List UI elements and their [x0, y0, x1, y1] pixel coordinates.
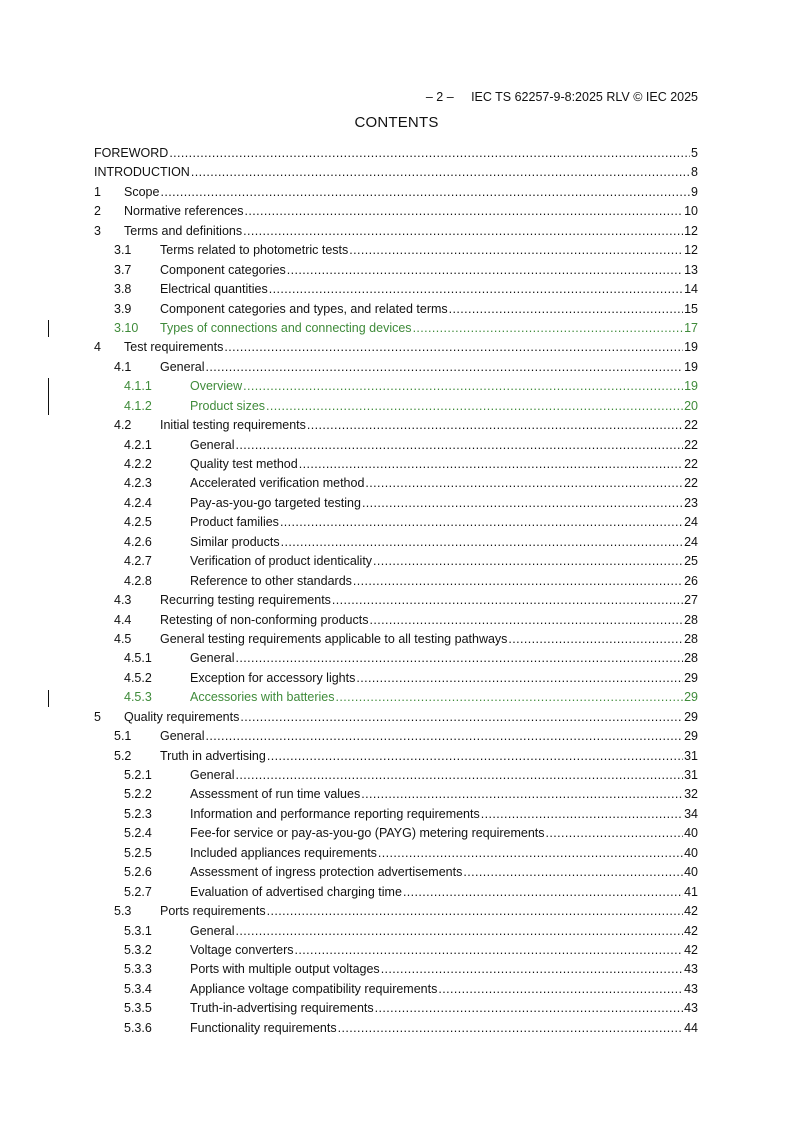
toc-entry[interactable] [94, 455, 698, 474]
toc-entry-title: Component categories [160, 262, 286, 277]
toc-entry-page: 13 [684, 262, 698, 277]
toc-entry-title: Product families [190, 515, 279, 530]
toc-entry-title: Included appliances requirements [190, 845, 377, 860]
toc-entry-title: Verification of product identicality [190, 554, 373, 569]
toc-entry-page: 24 [684, 515, 698, 530]
toc-entry-page: 24 [684, 534, 698, 549]
toc-leader-dots [243, 222, 683, 241]
toc-entry-number: 3.7 [114, 262, 132, 277]
toc-leader-dots [235, 922, 683, 941]
toc-entry-title: Overview [190, 379, 243, 394]
toc-leader-dots [240, 708, 683, 727]
page-title: CONTENTS [354, 114, 439, 131]
toc-entry-title: Initial testing requirements [160, 418, 306, 433]
toc-entry-page: 29 [684, 690, 698, 705]
toc-entry-page: 19 [684, 359, 698, 374]
toc-entry[interactable] [94, 591, 698, 610]
toc-entry-page: 31 [684, 768, 698, 782]
toc-entry[interactable] [94, 883, 698, 902]
toc-entry-page: 22 [684, 418, 698, 433]
toc-entry-title: FOREWORD [94, 146, 169, 160]
toc-entry[interactable] [94, 241, 698, 260]
toc-entry-page: 8 [691, 165, 698, 180]
toc-leader-dots [307, 416, 683, 435]
toc-leader-dots [373, 552, 683, 571]
toc-entry-number: 3.10 [114, 320, 139, 335]
toc-entry-number: 1 [94, 184, 101, 199]
toc-leader-dots [299, 455, 683, 474]
toc-leader-dots [349, 241, 683, 260]
toc-leader-dots [281, 533, 683, 552]
toc-entry-title: Electrical quantities [160, 282, 268, 297]
toc-leader-dots [378, 844, 683, 863]
toc-leader-dots [205, 358, 683, 377]
toc-entry[interactable] [94, 397, 698, 416]
toc-entry-title: Scope [124, 184, 160, 199]
document-identifier: IEC TS 62257-9-8:2025 RLV © IEC 2025 [471, 90, 698, 104]
toc-entry-number: 3.9 [114, 301, 132, 316]
toc-leader-dots [356, 669, 683, 688]
toc-entry-page: 19 [684, 340, 698, 355]
toc-entry-page: 44 [684, 1020, 698, 1035]
toc-leader-dots [449, 300, 683, 319]
toc-entry[interactable] [94, 436, 698, 455]
toc-entry-number: 5.3.6 [124, 1020, 152, 1035]
toc-entry-page: 41 [684, 884, 698, 899]
toc-entry-number: 5.2.6 [124, 865, 152, 880]
toc-entry-number: 5.3.1 [124, 923, 152, 938]
toc-entry[interactable] [94, 747, 698, 766]
toc-leader-dots [224, 338, 683, 357]
toc-leader-dots [336, 688, 684, 707]
toc-entry-page: 40 [684, 865, 698, 880]
toc-entry-number: 3.1 [114, 243, 132, 258]
toc-leader-dots [361, 785, 683, 804]
toc-leader-dots [280, 513, 683, 532]
toc-entry-page: 27 [684, 593, 698, 608]
toc-entry-number: 4.5.1 [124, 651, 152, 666]
toc-entry-page: 22 [684, 437, 698, 452]
toc-entry[interactable] [94, 960, 698, 979]
toc-entry-number: 5.2.2 [124, 787, 152, 802]
toc-entry-title: Terms related to photometric tests [160, 243, 349, 258]
toc-entry-title: Retesting of non-conforming products [160, 612, 369, 627]
toc-entry[interactable] [94, 202, 698, 221]
toc-entry-number: 4.4 [114, 612, 132, 627]
toc-entry[interactable] [94, 513, 698, 532]
toc-entry-page: 42 [684, 904, 698, 919]
toc-entry-number: 5.3.5 [124, 1001, 152, 1016]
toc-leader-dots [362, 494, 683, 513]
toc-entry-title: Ports requirements [160, 904, 266, 919]
toc-entry-number: 5.3 [114, 904, 132, 919]
toc-entry-title: Terms and definitions [124, 223, 243, 238]
toc-entry[interactable] [94, 377, 698, 396]
toc-entry-title: Assessment of ingress protection advertisements [190, 865, 463, 880]
toc-entry-number: 4.5.3 [124, 690, 152, 705]
toc-leader-dots [403, 883, 683, 902]
toc-entry-title: General testing requirements applicable to all testing pathways [160, 631, 508, 646]
page-number: – 2 – [425, 90, 454, 104]
toc-entry-page: 40 [684, 826, 698, 841]
toc-leader-dots [369, 611, 683, 630]
toc-entry[interactable] [94, 922, 698, 941]
toc-entry-page: 22 [684, 457, 698, 471]
toc-entry-title: INTRODUCTION [94, 165, 190, 180]
toc-entry-title: Accelerated verification method [190, 476, 365, 491]
toc-entry[interactable] [94, 1019, 698, 1038]
toc-entry-title: Fee-for service or pay-as-you-go (PAYG) metering requirements [190, 826, 545, 841]
toc-entry-title: Appliance voltage compatibility requirements [190, 981, 438, 996]
toc-entry-number: 5.1 [114, 729, 132, 744]
toc-entry-page: 34 [684, 806, 698, 821]
toc-entry-title: General [190, 768, 235, 782]
toc-entry-page: 28 [684, 612, 698, 627]
toc-leader-dots [191, 163, 690, 182]
toc-entry-page: 29 [684, 709, 698, 724]
toc-entry-page: 42 [684, 923, 698, 938]
toc-entry[interactable] [94, 708, 698, 727]
toc-entry[interactable] [94, 688, 698, 707]
toc-entry-number: 5.2 [114, 748, 132, 763]
toc-entry-page: 17 [684, 320, 698, 335]
toc-leader-dots [269, 280, 683, 299]
toc-entry-title: Voltage converters [190, 942, 294, 957]
toc-entry[interactable] [94, 844, 698, 863]
toc-leader-dots [245, 202, 684, 221]
toc-entry-page: 26 [684, 573, 698, 588]
toc-entry-title: General [160, 729, 205, 744]
revision-change-bar [48, 690, 49, 707]
toc-entry[interactable] [94, 805, 698, 824]
toc-entry-page: 43 [684, 1001, 698, 1016]
toc-entry-title: Accessories with batteries [190, 690, 335, 705]
toc-entry-title: Functionality requirements [190, 1020, 337, 1035]
toc-entry-title: Quality requirements [124, 709, 240, 724]
toc-entry-page: 28 [684, 631, 698, 646]
toc-entry-page: 22 [684, 476, 698, 491]
toc-entry-number: 4.1.2 [124, 398, 152, 413]
toc-entry-number: 4.2.6 [124, 534, 152, 549]
toc-entry[interactable] [94, 999, 698, 1018]
toc-entry-page: 31 [684, 748, 698, 763]
toc-entry[interactable] [94, 533, 698, 552]
toc-entry[interactable] [94, 474, 698, 493]
toc-entry-number: 3.8 [114, 282, 132, 297]
toc-leader-dots [235, 649, 683, 668]
toc-entry-title: Reference to other standards [190, 573, 352, 588]
toc-entry-number: 5 [94, 709, 101, 724]
toc-entry-page: 19 [684, 379, 698, 394]
toc-leader-dots [546, 824, 684, 843]
toc-leader-dots [287, 261, 683, 280]
toc-entry-number: 3 [94, 223, 101, 238]
toc-entry-number: 4.2.2 [124, 457, 152, 471]
toc-entry-page: 15 [684, 301, 698, 316]
toc-entry-title: Truth in advertising [160, 748, 266, 763]
toc-leader-dots [481, 805, 683, 824]
toc-leader-dots [266, 397, 683, 416]
toc-entry-title: Information and performance reporting requirements [190, 806, 480, 821]
toc-entry[interactable] [94, 300, 698, 319]
toc-entry[interactable] [94, 980, 698, 999]
toc-entry-page: 32 [684, 787, 698, 802]
toc-entry-page: 23 [684, 495, 698, 510]
toc-entry[interactable] [94, 338, 698, 357]
toc-entry[interactable] [94, 280, 698, 299]
toc-entry-title: General [190, 923, 235, 938]
toc-entry-page: 9 [691, 184, 698, 199]
toc-entry-page: 28 [684, 651, 698, 666]
toc-entry[interactable] [94, 611, 698, 630]
toc-leader-dots [295, 941, 684, 960]
toc-entry-title: Similar products [190, 534, 280, 549]
page-header [419, 76, 698, 104]
toc-entry[interactable] [94, 358, 698, 377]
toc-entry-page: 42 [684, 942, 698, 957]
toc-entry-page: 43 [684, 962, 698, 977]
toc-entry-number: 4.2.3 [124, 476, 152, 491]
toc-entry[interactable] [94, 727, 698, 746]
toc-entry-title: Recurring testing requirements [160, 593, 331, 608]
toc-entry-number: 4.5.2 [124, 670, 152, 685]
toc-entry-number: 4.1.1 [124, 379, 152, 394]
toc-entry-title: Component categories and types, and related terms [160, 301, 448, 316]
toc-entry-number: 4 [94, 340, 101, 355]
revision-change-bar [48, 320, 49, 337]
toc-entry-number: 5.3.3 [124, 962, 152, 977]
toc-entry-title: Assessment of run time values [190, 787, 361, 802]
toc-entry-number: 4.2.7 [124, 554, 152, 569]
toc-leader-dots [235, 766, 683, 785]
toc-entry-number: 2 [94, 204, 101, 219]
toc-leader-dots [160, 183, 690, 202]
toc-entry[interactable] [94, 261, 698, 280]
toc-entry-title: Normative references [124, 204, 244, 219]
toc-entry-title: Quality test method [190, 457, 298, 471]
toc-entry-number: 5.3.2 [124, 942, 152, 957]
toc-entry[interactable] [94, 144, 698, 163]
toc-entry[interactable] [94, 163, 698, 182]
toc-leader-dots [438, 980, 683, 999]
toc-entry-number: 4.3 [114, 593, 132, 608]
toc-entry-page: 12 [684, 243, 698, 258]
toc-entry-title: Product sizes [190, 398, 266, 413]
toc-leader-dots [508, 630, 683, 649]
toc-entry[interactable] [94, 572, 698, 591]
toc-leader-dots [375, 999, 683, 1018]
toc-entry-title: Evaluation of advertised charging time [190, 884, 402, 899]
toc-entry-page: 25 [684, 554, 698, 569]
toc-entry-number: 5.2.5 [124, 845, 152, 860]
table-of-contents [94, 144, 698, 1038]
toc-entry-page: 43 [684, 981, 698, 996]
toc-entry-title: Test requirements [124, 340, 224, 355]
toc-entry-title: General [160, 359, 205, 374]
toc-leader-dots [365, 474, 683, 493]
toc-leader-dots [235, 436, 683, 455]
toc-entry[interactable] [94, 941, 698, 960]
toc-entry[interactable] [94, 630, 698, 649]
toc-entry-title: General [190, 437, 235, 452]
toc-entry-title: Ports with multiple output voltages [190, 962, 380, 977]
toc-entry[interactable] [94, 863, 698, 882]
toc-entry-title: General [190, 651, 235, 666]
toc-entry[interactable] [94, 766, 698, 785]
toc-leader-dots [463, 863, 683, 882]
toc-entry[interactable] [94, 552, 698, 571]
toc-entry-number: 4.2.8 [124, 573, 152, 588]
toc-entry-number: 4.5 [114, 631, 132, 646]
toc-entry[interactable] [94, 902, 698, 921]
toc-leader-dots [332, 591, 683, 610]
toc-entry-number: 5.2.3 [124, 806, 152, 821]
toc-entry-number: 5.2.1 [124, 768, 152, 782]
toc-entry-number: 4.2 [114, 418, 132, 433]
toc-entry-number: 4.2.4 [124, 495, 152, 510]
toc-entry[interactable] [94, 785, 698, 804]
toc-entry[interactable] [94, 416, 698, 435]
toc-leader-dots [381, 960, 683, 979]
toc-entry-title: Exception for accessory lights [190, 670, 356, 685]
toc-leader-dots [267, 902, 683, 921]
toc-leader-dots [243, 377, 683, 396]
toc-entry[interactable] [94, 319, 698, 338]
toc-entry-title: Truth-in-advertising requirements [190, 1001, 374, 1016]
toc-entry-page: 20 [684, 398, 698, 413]
toc-entry[interactable] [94, 824, 698, 843]
toc-entry-number: 5.2.7 [124, 884, 152, 899]
toc-leader-dots [205, 727, 683, 746]
toc-entry-title: Pay-as-you-go targeted testing [190, 495, 361, 510]
toc-entry-page: 10 [684, 204, 698, 219]
toc-entry[interactable] [94, 183, 698, 202]
toc-entry-page: 14 [684, 282, 698, 297]
toc-entry[interactable] [94, 494, 698, 513]
revision-change-bar [48, 378, 49, 415]
toc-entry[interactable] [94, 649, 698, 668]
toc-leader-dots [169, 144, 690, 163]
toc-entry-page: 5 [691, 146, 698, 160]
toc-entry[interactable] [94, 669, 698, 688]
toc-entry-title: Types of connections and connecting devices [160, 320, 412, 335]
toc-leader-dots [338, 1019, 683, 1038]
toc-entry[interactable] [94, 222, 698, 241]
toc-entry-page: 12 [684, 223, 698, 238]
toc-entry-page: 40 [684, 845, 698, 860]
toc-leader-dots [413, 319, 684, 338]
toc-leader-dots [267, 747, 683, 766]
toc-entry-number: 4.2.1 [124, 437, 152, 452]
toc-entry-number: 4.2.5 [124, 515, 152, 530]
toc-entry-page: 29 [684, 729, 698, 744]
toc-entry-number: 5.2.4 [124, 826, 152, 841]
toc-leader-dots [353, 572, 683, 591]
toc-entry-number: 5.3.4 [124, 981, 152, 996]
toc-entry-page: 29 [684, 670, 698, 685]
toc-entry-number: 4.1 [114, 359, 132, 374]
